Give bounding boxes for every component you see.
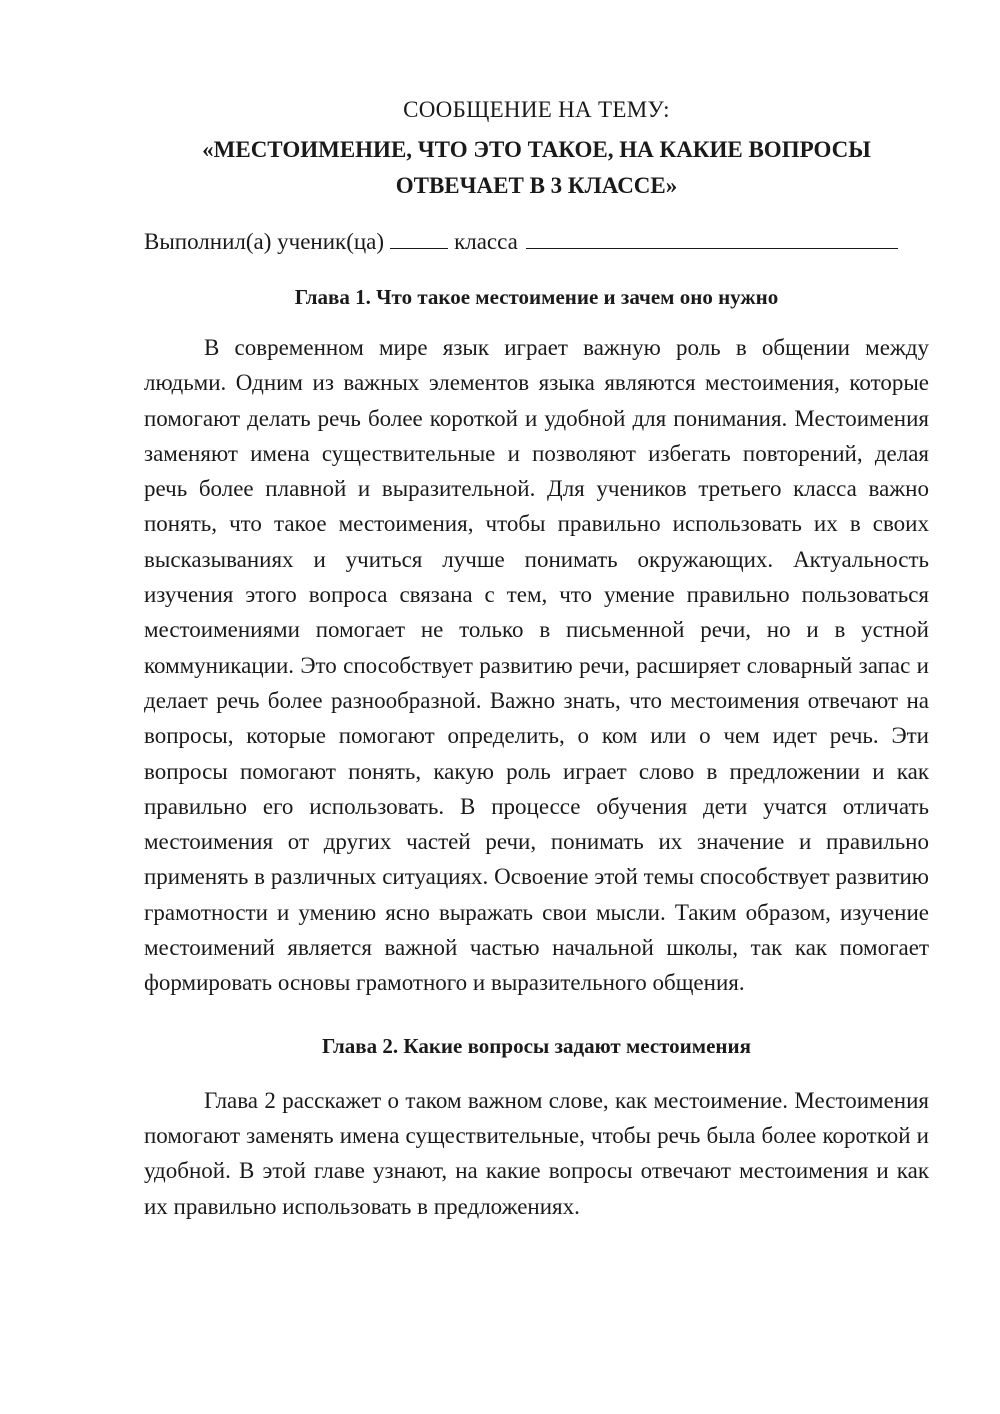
document-title bbox=[144, 132, 929, 204]
student-name-blank bbox=[526, 226, 898, 249]
title-line-1: «МЕСТОИМЕНИЕ, ЧТО ЭТО ТАКОЕ, НА КАКИЕ ВОПРОСЫ bbox=[202, 137, 871, 162]
topic-line: СООБЩЕНИЕ НА ТЕМУ: bbox=[403, 97, 670, 122]
document-content bbox=[144, 92, 929, 1224]
chapter-2-heading: Глава 2. Какие вопросы задают местоимения bbox=[322, 1033, 751, 1058]
chapter-1-paragraph: В современном мире язык играет важную роль в общении между людьми. Одним из важных элементов языка являются местоимения, которые помогают делать речь более короткой и удобной для понимания. Местоимения заменяют имена существительные и позволяют избегать повторений, делая речь более плавной и выразительной. Для учеников третьего класса важно понять, что такое местоимения, чтобы правильно использовать их в своих высказываниях и учиться лучше понимать окружающих. Актуальность изучения этого вопроса связана с тем, что умение правильно пользоваться местоимениями помогает не только в письменной речи, но и в устной коммуникации. Это способствует развитию речи, расширяет словарный запас и делает речь более разнообразной. Важно знать, что местоимения отвечают на вопросы, которые помогают определить, о ком или о чем идет речь. Эти вопросы помогают понять, какую роль играет слово в предложении и как правильно его использовать. В процессе обучения дети учатся отличать местоимения от других частей речи, понимать их значение и правильно применять в различных ситуациях. Освоение этой темы способствует развитию грамотности и умению ясно выражать свои мысли. Таким образом, изучение местоимений является важной частью начальной школы, так как помогает формировать основы грамотного и выразительного общения. bbox=[144, 335, 929, 996]
author-line bbox=[144, 224, 929, 260]
author-prefix: Выполнил(а) ученик(ца) bbox=[144, 229, 385, 254]
class-number-blank bbox=[390, 226, 448, 249]
chapter-2-paragraph: Глава 2 расскажет о таком важном слове, как местоимение. Местоимения помогают заменять имена существительные, чтобы речь была более короткой и удобной. В этой главе узнают, на какие вопросы отвечают местоимения и как их правильно использовать в предложениях. bbox=[144, 1087, 929, 1219]
class-label: класса bbox=[454, 229, 518, 254]
chapter-1-heading: Глава 1. Что такое местоимение и зачем оно нужно bbox=[294, 285, 779, 309]
title-line-2: ОТВЕЧАЕТ В 3 КЛАССЕ» bbox=[395, 173, 678, 198]
